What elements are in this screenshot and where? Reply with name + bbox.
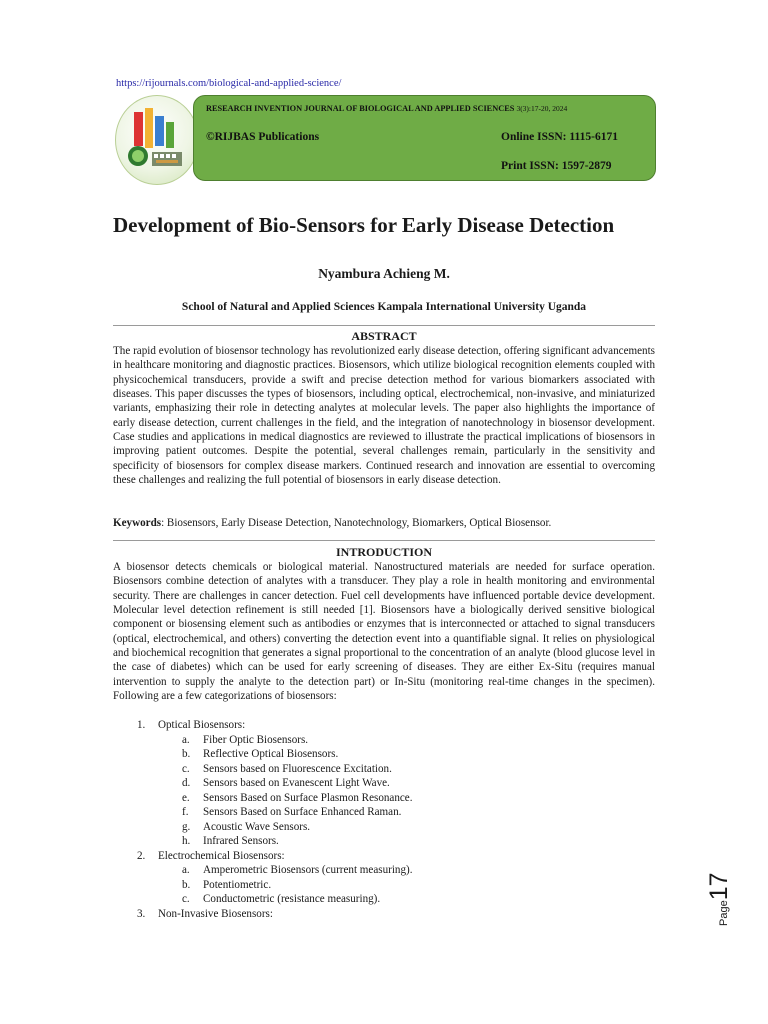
divider xyxy=(113,540,655,541)
list-item: 1. Optical Biosensors: xyxy=(137,719,246,731)
list-subitem: a. Fiber Optic Biosensors. xyxy=(182,733,309,746)
divider xyxy=(113,325,655,326)
keywords xyxy=(113,516,655,530)
list-subitem: e. Sensors Based on Surface Plasmon Resonance. xyxy=(182,791,413,804)
list-subitem: c. Conductometric (resistance measuring). xyxy=(182,893,381,905)
abstract-text: The rapid evolution of biosensor technology has revolutionized early disease detection, offering significant advancements in healthcare monitoring and diagnostic practices. Biosensors, which utilize biological recognition elements coupled with physicochemical transducers, provide a swift and precise detection method for various biomarkers associated with diseases. This paper discusses the types of biosensors, including optical, electrochemical, non-invasive, and miniaturized variants, emphasizing their role in detecting analytes at molecular levels. The paper also highlights the importance of early disease detection, current challenges in the field, and the integration of nanotechnology in biosensor development. Case studies and applications in medical diagnostics are reviewed to illustrate the practical implications of biosensors in improving patient outcomes. Despite the potential, several challenges remain, particularly in the sensitivity and specificity of biosensors for complex disease markers. Continued research and innovation are essential to overcoming these challenges and realizing the full potential of biosensors in early disease detection. xyxy=(113,345,655,487)
list-subitem: f. Sensors Based on Surface Enhanced Raman. xyxy=(182,806,402,818)
keywords-list: : Biosensors, Early Disease Detection, Nanotechnology, Biomarkers, Optical Biosensor. xyxy=(161,517,552,529)
journal-url[interactable]: https://rijournals.com/biological-and-applied-science/ xyxy=(116,78,342,89)
affiliation: School of Natural and Applied Sciences Kampala International University Uganda xyxy=(181,301,587,313)
volume-info: 3(3):17-20, 2024 xyxy=(516,104,568,113)
print-issn: Print ISSN: 1597-2879 xyxy=(501,160,612,172)
page-word: Page xyxy=(718,900,730,926)
list-item: 3. Non-Invasive Biosensors: xyxy=(137,907,273,920)
introduction-heading: INTRODUCTION xyxy=(335,545,432,559)
journal-title-line xyxy=(206,104,567,113)
biosensor-categories-list xyxy=(137,718,413,921)
journal-title: RESEARCH INVENTION JOURNAL OF BIOLOGICAL AND APPLIED SCIENCES xyxy=(206,104,515,113)
journal-logo xyxy=(115,95,199,185)
keywords-label: Keywords xyxy=(113,517,162,529)
abstract-heading: ABSTRACT xyxy=(351,329,417,343)
page-number-value: 17 xyxy=(705,872,733,901)
online-issn: Online ISSN: 1115-6171 xyxy=(501,131,618,143)
list-subitem: d. Sensors based on Evanescent Light Wave. xyxy=(182,777,390,789)
list-subitem: a. Amperometric Biosensors (current measuring). xyxy=(182,864,413,876)
list-subitem: b. Reflective Optical Biosensors. xyxy=(182,748,339,760)
list-subitem: g. Acoustic Wave Sensors. xyxy=(182,820,311,833)
journal-banner xyxy=(193,95,656,181)
logo-graphic xyxy=(116,96,198,184)
page-number xyxy=(693,862,735,932)
author: Nyambura Achieng M. xyxy=(318,266,450,281)
list-subitem: c. Sensors based on Fluorescence Excitation. xyxy=(182,762,392,775)
introduction-text: A biosensor detects chemicals or biological material. Nanostructured materials are needed for surface operation. Biosensors combine detection of analytes with a transducer. They play a role in health monitoring and environmental security. There are challenges in cancer detection. Fuel cell developments have influenced portable device development. Molecular level detection refinement is still needed [1]. Biosensors have a biologically derived sensitive biological component or biosensing element such as antibodies or enzymes that is interconnected or attached to signal transducers (optical, electrochemical, and others) converting the detection event into a quantifiable signal. It relies on physiological and biochemical recognition that generates a signal proportional to the concentration of an analyte (blood glucose level in the case of diabetes) which can be used for early screening of diseases. They are either Ex-Situ (requires manual intervention to supply the analyte to the detection part) or In-Situ (monitoring real-time changes in the specimen). Following are a few categorizations of biosensors: xyxy=(113,561,655,703)
list-subitem: h. Infrared Sensors. xyxy=(182,835,279,847)
list-item: 2. Electrochemical Biosensors: xyxy=(137,849,285,862)
list-subitem: b. Potentiometric. xyxy=(182,878,272,891)
article-title: Development of Bio-Sensors for Early Disease Detection xyxy=(113,213,615,237)
publisher: ©RIJBAS Publications xyxy=(206,131,320,143)
